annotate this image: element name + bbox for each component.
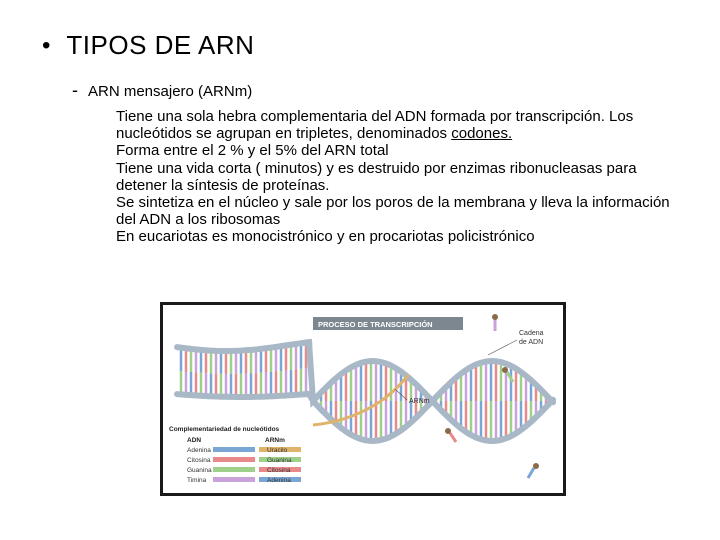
subtitle-dash: - — [72, 80, 78, 100]
strand-label-line2: de ADN — [519, 339, 544, 346]
table-title: Complementariedad de nucleótidos — [169, 426, 280, 433]
transcription-figure — [160, 302, 566, 496]
table-arn-base: Citosina — [267, 467, 291, 474]
table-arn-base: Adenina — [267, 477, 291, 484]
table-adn-swatch — [213, 447, 255, 452]
paragraph-5: En eucariotas es monocistrónico y en procariotas policistrónico — [116, 228, 535, 246]
table-arn-base: Uracilo — [267, 447, 288, 454]
table-arn-base: Guanina — [267, 457, 292, 464]
title-row — [42, 30, 254, 61]
table-col-arnm: ARNm — [265, 437, 285, 444]
table-adn-swatch — [213, 477, 255, 482]
paragraph-1 — [116, 108, 691, 142]
complementarity-table — [187, 447, 301, 484]
title-bullet: • — [42, 31, 51, 59]
table-adn-base: Citosina — [187, 457, 211, 464]
free-nucleotide — [528, 463, 539, 478]
slide-title: TIPOS DE ARN — [66, 30, 255, 60]
table-adn-base: Guanina — [187, 467, 212, 474]
table-adn-base: Timina — [187, 477, 207, 484]
free-nucleotide — [445, 428, 456, 442]
paragraph-2: Forma entre el 2 % y el 5% del ARN total — [116, 142, 389, 160]
strand-label-line1: Cadena — [519, 330, 544, 337]
strand-label-pointer — [488, 340, 517, 355]
figure-heading: PROCESO DE TRANSCRIPCIÓN — [318, 320, 433, 329]
table-col-adn: ADN — [187, 437, 202, 444]
table-adn-swatch — [213, 457, 255, 462]
table-adn-swatch — [213, 467, 255, 472]
paragraph-3: Tiene una vida corta ( minutos) y es destruido por enzimas ribonucleasas para detener la síntesis de proteínas. — [116, 159, 637, 194]
free-nucleotide — [492, 314, 498, 331]
subtitle-row — [72, 80, 252, 101]
rna-label: ARNm — [409, 398, 430, 405]
codones-term: codones. — [451, 125, 513, 143]
slide-subtitle: ARN mensajero (ARNm) — [88, 83, 253, 100]
transcription-diagram — [163, 305, 563, 493]
paragraph-1-text: Tiene una sola hebra complementaria del ADN formada por transcripción. Los nucleótidos se agrupan en tripletes, denominados — [116, 108, 634, 143]
table-adn-base: Adenina — [187, 447, 211, 454]
paragraph-4: Se sintetiza en el núcleo y sale por los poros de la membrana y lleva la información del ADN a los ribosomas — [116, 194, 670, 229]
body-text — [116, 108, 691, 246]
